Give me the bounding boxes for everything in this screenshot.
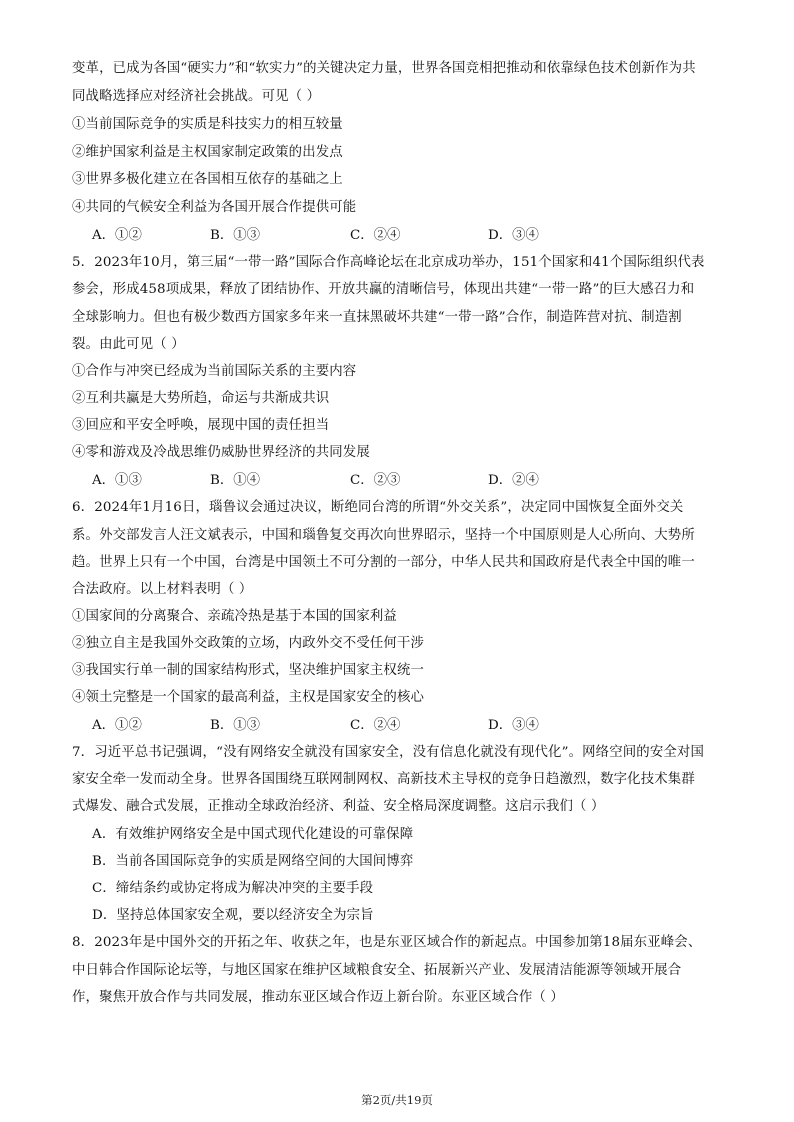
q6-statement: ③我国实行单一制的国家结构形式，坚决维护国家主权统一	[72, 663, 425, 678]
intro-option-d: D．③④	[488, 228, 539, 243]
q5-stem-line: 全球影响力。但也有极少数西方国家多年来一直抹黑破坏共建“一带一路”合作，制造阵营对抗、制造割	[72, 310, 682, 325]
q7-option-c: C．缔结条约或协定将成为解决冲突的主要手段	[92, 881, 374, 896]
intro-line: 同战略选择应对经济社会挑战。可见（ ）	[72, 89, 321, 104]
q5-option-a: A．①③	[92, 473, 142, 488]
q6-option-a: A．①②	[92, 718, 142, 733]
q6-statement: ①国家间的分离聚合、亲疏冷热是基于本国的国家利益	[72, 609, 397, 624]
q5-stem-line: 5．2023年10月，第三届“一带一路”国际合作高峰论坛在北京成功举办，151个国家和41个国际组织代表	[72, 255, 705, 270]
q7-option-d: D．坚持总体国家安全观，要以经济安全为宗旨	[92, 908, 374, 923]
q6-stem-line: 系。外交部发言人汪文斌表示，中国和瑙鲁复交再次向世界昭示，坚持一个中国原则是人心所向、大势所	[72, 528, 695, 543]
intro-statement: ③世界多极化建立在各国相互依存的基础之上	[72, 172, 343, 187]
q7-option-a: A．有效维护网络安全是中国式现代化建设的可靠保障	[92, 827, 414, 842]
q5-option-b: B．①④	[210, 473, 261, 488]
intro-option-b: B．①③	[210, 228, 261, 243]
q7-stem-line: 7．习近平总书记强调，“没有网络安全就没有国家安全，没有信息化就没有现代化”。网络空间的安全对国	[72, 745, 704, 760]
q5-statement: ②互利共赢是大势所趋，命运与共渐成共识	[72, 391, 330, 406]
q6-stem-line: 趋。世界上只有一个中国，台湾是中国领土不可分割的一部分，中华人民共和国政府是代表全中国的唯一	[72, 555, 695, 570]
q5-stem-line: 裂。由此可见（ ）	[72, 337, 185, 352]
intro-statement: ②维护国家利益是主权国家制定政策的出发点	[72, 145, 343, 160]
q5-option-c: C．②③	[350, 473, 401, 488]
q5-statement: ③回应和平安全呼唤，展现中国的责任担当	[72, 418, 330, 433]
q5-stem-line: 参会，形成458项成果，释放了团结协作、开放共赢的清晰信号，体现出共建“一带一路”的巨大感召力和	[72, 282, 695, 297]
intro-line: 变革，已成为各国“硬实力”和“软实力”的关键决定力量，世界各国竞相把推动和依靠绿色技术创新作为共	[72, 61, 696, 76]
q5-statement: ④零和游戏及冷战思维仍威胁世界经济的共同发展	[72, 445, 370, 460]
intro-option-c: C．②④	[350, 228, 401, 243]
q6-option-c: C．②④	[350, 718, 401, 733]
q6-statement: ④领土完整是一个国家的最高利益，主权是国家安全的核心	[72, 690, 425, 705]
intro-option-a: A．①②	[92, 228, 142, 243]
q7-stem-line: 家安全牵一发而动全身。世界各国围绕互联网制网权、高新技术主导权的竞争日趋激烈，数字化技术集群	[72, 772, 695, 787]
q8-stem-line: 作，聚焦开放合作与共同发展，推动东亚区域合作迈上新台阶。东亚区域合作（ ）	[72, 990, 564, 1005]
intro-statement: ①当前国际竞争的实质是科技实力的相互较量	[72, 117, 343, 132]
page-number: 第2页/共19页	[361, 1093, 433, 1107]
q7-option-b: B．当前各国国际竞争的实质是网络空间的大国间博弈	[92, 854, 414, 869]
q6-stem-line: 合法政府。以上材料表明（ ）	[72, 582, 253, 597]
q6-option-b: B．①③	[210, 718, 261, 733]
q8-stem-line: 8．2023年是中国外交的开拓之年、收获之年，也是东亚区域合作的新起点。中国参加第18届东亚峰会、	[72, 935, 702, 950]
q6-option-d: D．③④	[488, 718, 539, 733]
q7-stem-line: 式爆发、融合式发展，正推动全球政治经济、利益、安全格局深度调整。这启示我们（ ）	[72, 799, 605, 814]
q8-stem-line: 中日韩合作国际论坛等，与地区国家在维护区域粮食安全、拓展新兴产业、发展清洁能源等领域开展合	[72, 963, 682, 978]
intro-statement: ④共同的气候安全利益为各国开展合作提供可能	[72, 200, 357, 215]
q5-option-d: D．②④	[488, 473, 539, 488]
q6-statement: ②独立自主是我国外交政策的立场，内政外交不受任何干涉	[72, 636, 425, 651]
q6-stem-line: 6．2024年1月16日，瑙鲁议会通过决议，断绝同台湾的所谓“外交关系”，决定同中国恢复全面外交关	[72, 500, 684, 515]
q5-statement: ①合作与冲突已经成为当前国际关系的主要内容	[72, 364, 357, 379]
